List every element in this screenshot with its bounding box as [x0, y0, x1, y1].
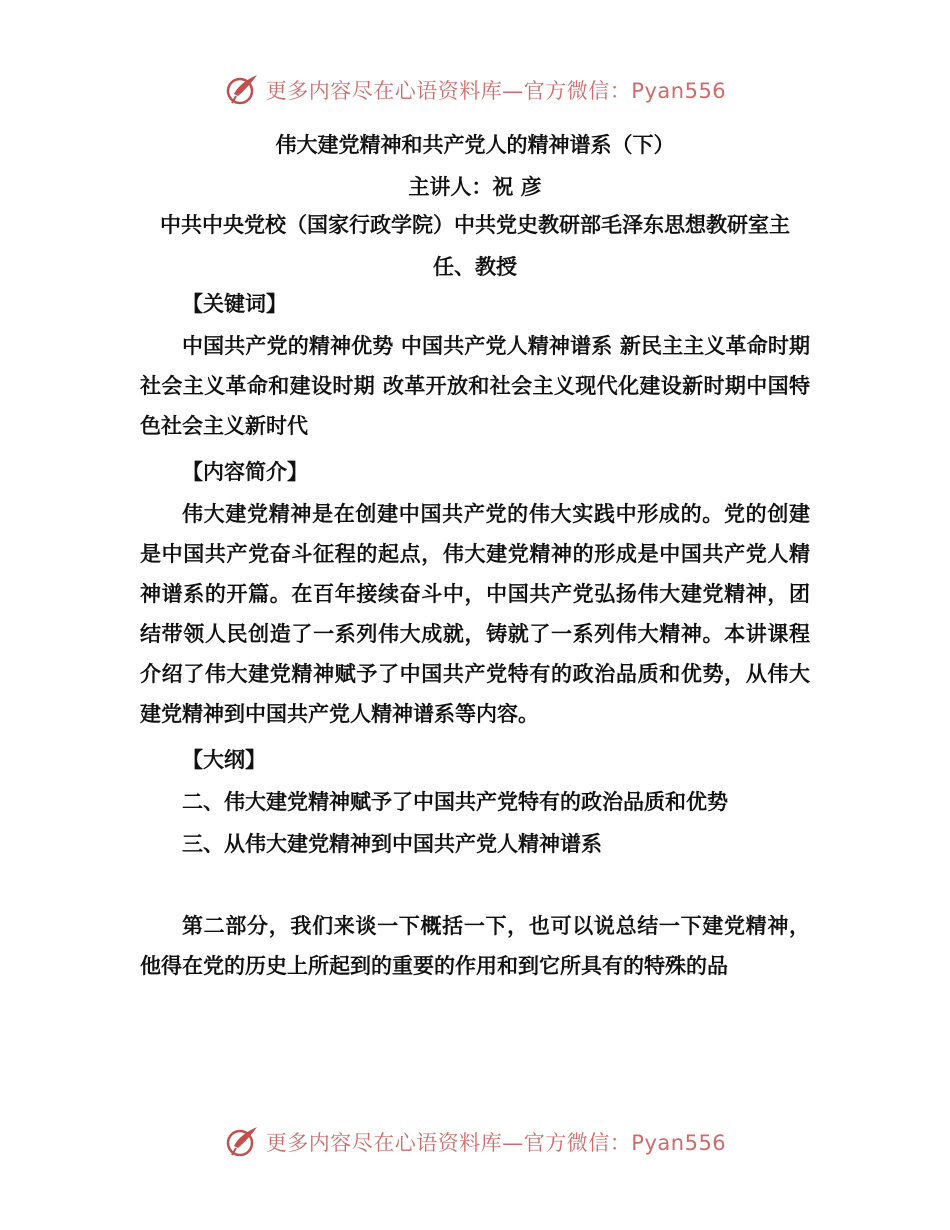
outline-item: 三、从伟大建党精神到中国共产党人精神谱系 [182, 831, 602, 856]
watermark-text: 更多内容尽在心语资料库—官方微信：Pyan556 [265, 1131, 727, 1155]
document-body [140, 284, 810, 992]
blank-line [140, 866, 810, 906]
speaker-affiliation: 中共中央党校（国家行政学院）中共党史教研部毛泽东思想教研室主任、教授 [160, 212, 790, 279]
quill-logo-icon [224, 72, 260, 108]
summary-heading: 【内容简介】 [182, 459, 308, 484]
quill-logo-icon [224, 1124, 260, 1160]
outline-item: 二、伟大建党精神赋予了中国共产党特有的政治品质和优势 [182, 789, 728, 814]
outline-heading: 【大纲】 [182, 747, 266, 772]
keywords-heading: 【关键词】 [182, 291, 287, 316]
body-paragraph: 第二部分，我们来谈一下概括一下，也可以说总结一下建党精神，他得在党的历史上所起到的重要的作用和到它所具有的特殊的品 [140, 913, 810, 978]
lecture-title: 伟大建党精神和共产党人的精神谱系（下） [275, 132, 675, 157]
keywords-text: 中国共产党的精神优势 中国共产党人精神谱系 新民主主义革命时期 社会主义革命和建设时期 改革开放和社会主义现代化建设新时期中国特色社会主义新时代 [140, 333, 810, 438]
watermark-top [0, 70, 950, 110]
speaker-line: 主讲人：祝 彦 [408, 174, 542, 199]
watermark-bottom [0, 1122, 950, 1162]
watermark-text: 更多内容尽在心语资料库—官方微信：Pyan556 [265, 79, 727, 103]
summary-text: 伟大建党精神是在创建中国共产党的伟大实践中形成的。党的创建是中国共产党奋斗征程的起点，伟大建党精神的形成是中国共产党人精神谱系的开篇。在百年接续奋斗中，中国共产党弘扬伟大建党精神，团结带领人民创造了一系列伟大成就，铸就了一系列伟大精神。本讲课程介绍了伟大建党精神赋予了中国共产党特有的政治品质和优势，从伟大建党精神到中国共产党人精神谱系等内容。 [140, 501, 810, 726]
